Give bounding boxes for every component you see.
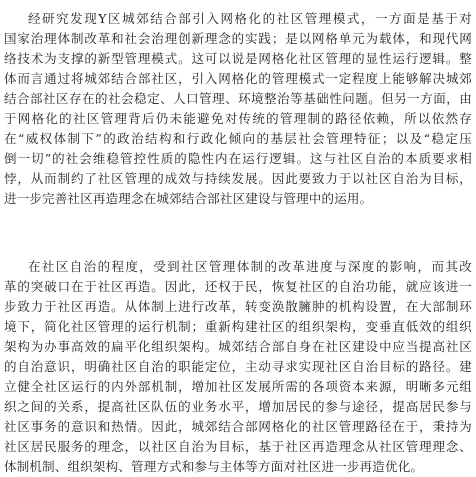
paragraph-line: 社区居民服务的理念，以社区自治为目标，基于社区再造理念从社区管理理念、: [4, 439, 472, 454]
paragraph-line: 社区事务的意识和热情。因此，城郊结合部网格化的社区管理路径在于，秉持为: [4, 419, 472, 434]
paragraph-line: 体而言通过将城郊结合部社区，引入网格化的管理模式一定程度上能够解决城郊: [4, 71, 472, 86]
paragraph-1: [4, 9, 472, 209]
paragraph-line: 革的突破口在于社区再造。因此，还权于民，恢复社区的自治功能，就应该进一: [4, 279, 472, 294]
paragraph-line: 境下，简化社区管理的运行机制；重新构建社区的组织架构，变垂直低效的组织: [4, 319, 472, 334]
paragraph-line: 经研究发现Y区城郊结合部引入网格化的社区管理模式，一方面是基于对: [28, 11, 472, 26]
paragraph-line: 在“威权体制下”的政治结构和行政化倾向的基层社会管理特征；以及“稳定压: [4, 131, 472, 146]
paragraph-line: 架构为办事高效的扁平化组织架构。城郊结合部自身在社区建设中应当提高社区: [4, 339, 472, 354]
paragraph-line: 倒一切”的社会维稳管控性质的隐性内在运行逻辑。这与社区自治的本质要求相: [4, 151, 472, 166]
paragraph-line: 立健全社区运行的内外部机制，增加社区发展所需的各项资本来源，明晰多元组: [4, 379, 472, 394]
paragraph-line: 结合部社区存在的社会稳定、人口管理、环境整治等基础性问题。但另一方面，由: [4, 91, 472, 106]
paragraph-line: 在社区自治的程度，受到社区管理体制的改革进度与深度的影响，而其改: [28, 259, 472, 274]
paragraph-2: [4, 257, 472, 477]
paragraph-line: 步致力于社区再造。从体制上进行改革，转变涣散臃肿的机构设置，在大部制环: [4, 299, 472, 314]
paragraph-line: 的自治意识，明确社区自治的职能定位，主动寻求实现社区自治目标的路径。建: [4, 359, 472, 374]
paragraph-line: 体制机制、组织架构、管理方式和参与主体等方面对社区进一步再造优化。: [4, 459, 424, 474]
paragraph-line: 于网格化的社区管理背后仍未能避免对传统的管理制的路径依赖，所以依然存: [4, 111, 472, 126]
paragraph-line: 织之间的关系，提高社区队伍的业务水平，增加居民的参与途径，提高居民参与: [4, 399, 472, 414]
paragraph-line: 悖，从而制约了社区管理的成效与持续发展。因此要致力于以社区自治为目标，: [4, 171, 472, 186]
paragraph-line: 络技术为支撑的新型管理模式。这可以说是网格化社区管理的显性运行逻辑。整: [4, 51, 472, 66]
paragraph-line: 国家治理体制改革和社会治理创新理念的实践；是以网格单元为载体，和现代网: [4, 31, 472, 46]
paragraph-line: 进一步完善社区再造理念在城郊结合部社区建设与管理中的运用。: [4, 191, 373, 206]
